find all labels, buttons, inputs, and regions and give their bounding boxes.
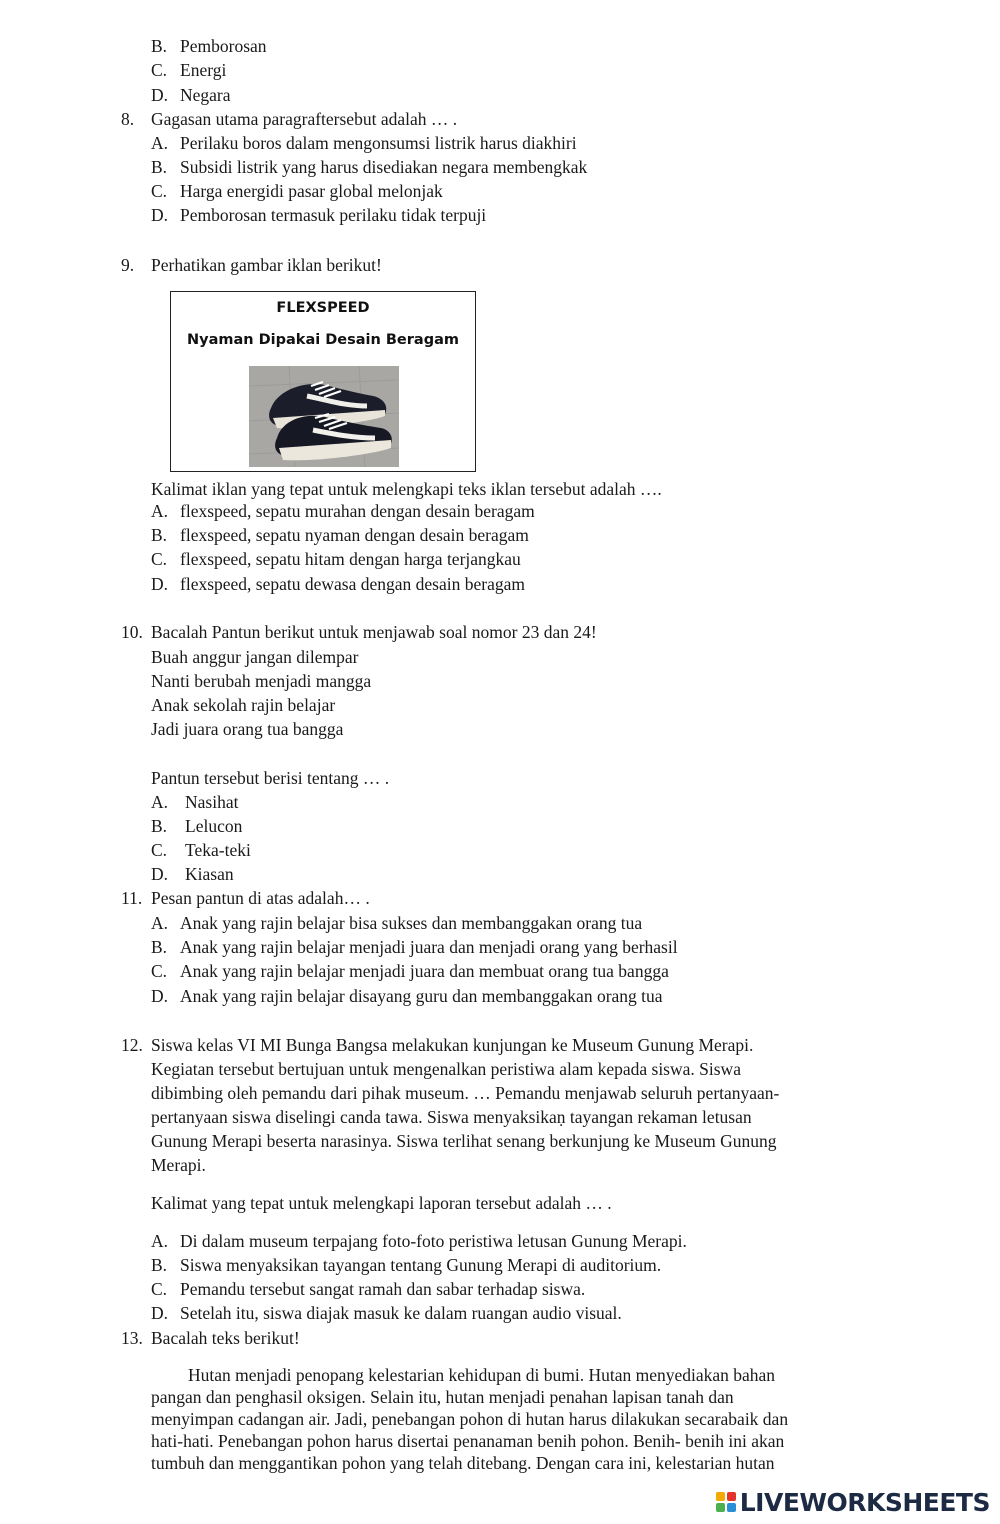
option-letter: A. [151,1231,169,1251]
option-letter: B. [151,1255,168,1275]
question-number: 10. [121,622,143,642]
pantun-line: Nanti berubah menjadi mangga [151,671,372,691]
q12-option-b [151,1253,661,1277]
option-text: Di dalam museum terpajang foto-foto peristiwa letusan Gunung Merapi. [180,1231,687,1251]
question-text: Bacalah teks berikut! [151,1328,300,1348]
q9-option-c [151,547,521,571]
option-letter: C. [151,60,168,80]
option-text: flexspeed, sepatu hitam dengan harga terjangkau [180,549,521,569]
option-letter: D. [151,574,169,594]
paragraph-line: Hutan menjadi penopang kelestarian kehidupan di bumi. Hutan menyediakan bahan [188,1365,776,1385]
q11-option-b [151,935,678,959]
question-text: Pesan pantun di atas adalah… . [151,888,370,908]
q12-option-d [151,1301,622,1325]
option-text: Anak yang rajin belajar menjadi juara dan menjadi orang yang berhasil [180,937,678,957]
q8-option-c [151,179,443,203]
question-number: 9. [121,255,135,275]
option-text: Harga energidi pasar global melonjak [180,181,443,201]
option-text: Perilaku boros dalam mengonsumsi listrik harus diakhiri [180,133,577,153]
question-text: Gagasan utama paragraftersebut adalah … . [151,109,458,129]
q9-prompt: Kalimat iklan yang tepat untuk melengkapi teks iklan tersebut adalah …. [151,479,662,499]
option-text: flexspeed, sepatu nyaman dengan desain beragam [180,525,529,545]
q10-option-c [151,838,251,862]
paragraph-line: Siswa kelas VI MI Bunga Bangsa melakukan kunjungan ke Museum Gunung Merapi. [151,1035,754,1055]
paragraph-line: hati-hati. Penebangan pohon harus disertai penanaman benih pohon. Benih- benih ini akan [151,1431,785,1451]
option-letter: B. [151,816,168,836]
q7-option-c [151,58,226,82]
pantun-line: Jadi juara orang tua bangga [151,719,344,739]
paragraph-line: Gunung Merapi beserta narasinya. Siswa terlihat senang berkunjung ke Museum Gunung [151,1131,777,1151]
q11-option-c [151,959,669,983]
option-letter: B. [151,36,168,56]
option-letter: B. [151,937,168,957]
shoe-photo [249,366,399,467]
option-letter: A. [151,133,169,153]
q7-option-b [151,34,267,58]
option-text: Subsidi listrik yang harus disediakan negara membengkak [180,157,588,177]
paragraph-line: Merapi. [151,1155,206,1175]
q12-option-a [151,1229,687,1253]
q7-option-d [151,83,231,107]
option-text: Pemborosan termasuk perilaku tidak terpuji [180,205,487,225]
q10-question [121,620,597,644]
question-number: 12. [121,1035,143,1055]
option-letter: C. [151,181,168,201]
option-letter: D. [151,986,169,1006]
option-text: Nasihat [185,792,239,812]
q8-option-b [151,155,587,179]
q9-option-a [151,499,535,523]
option-letter: C. [151,840,168,860]
option-text: flexspeed, sepatu dewasa dengan desain beragam [180,574,525,594]
q12-question [121,1033,753,1057]
option-letter: A. [151,792,169,812]
q10-option-d [151,862,234,886]
paragraph-line: tumbuh dan menggantikan pohon yang telah ditebang. Dengan cara ini, kelestarian hutan [151,1453,775,1473]
option-text: flexspeed, sepatu murahan dengan desain beragam [180,501,535,521]
option-text: Teka-teki [185,840,251,860]
option-letter: C. [151,961,168,981]
option-text: Pemandu tersebut sangat ramah dan sabar terhadap siswa. [180,1279,586,1299]
q13-question [121,1326,300,1350]
liveworksheets-icon [716,1492,736,1512]
option-letter: A. [151,913,169,933]
option-text: Pemborosan [180,36,267,56]
option-text: Anak yang rajin belajar bisa sukses dan membanggakan orang tua [180,913,643,933]
ad-title: FLEXSPEED [276,300,370,316]
advertisement-box [170,291,476,472]
q10-option-a [151,790,238,814]
option-text: Energi [180,60,227,80]
option-text: Kiasan [185,864,234,884]
q8-option-d [151,203,486,227]
pantun-line: Anak sekolah rajin belajar [151,695,336,715]
question-number: 13. [121,1328,143,1348]
option-letter: A. [151,501,169,521]
option-text: Lelucon [185,816,243,836]
paragraph-line: menyimpan cadangan air. Jadi, penebangan pohon di hutan harus dilakukan secarabaik dan [151,1409,789,1429]
option-letter: B. [151,525,168,545]
paragraph-line: dibimbing oleh pemandu dari pihak museum. … Pemandu menjawab seluruh pertanyaan- [151,1083,780,1103]
option-text: Setelah itu, siswa diajak masuk ke dalam ruangan audio visual. [180,1303,622,1323]
sneakers-image [249,366,399,467]
option-letter: D. [151,205,169,225]
option-text: Siswa menyaksikan tayangan tentang Gunung Merapi di auditorium. [180,1255,662,1275]
option-letter: C. [151,549,168,569]
paragraph-line: pertanyaan siswa diselingi canda tawa. Siswa menyaksikaṇ tayangan rekaman letusan [151,1107,752,1127]
pantun-line: Buah anggur jangan dilempar [151,647,359,667]
liveworksheets-logo [716,1488,990,1516]
q9-question [121,253,382,277]
option-text: Anak yang rajin belajar menjadi juara dan membuat orang tua bangga [180,961,669,981]
option-text: Anak yang rajin belajar disayang guru dan membanggakan orang tua [180,986,663,1006]
q12-prompt: Kalimat yang tepat untuk melengkapi laporan tersebut adalah … . [151,1193,612,1213]
q11-question [121,886,370,910]
question-text: Bacalah Pantun berikut untuk menjawab soal nomor 23 dan 24! [151,622,597,642]
option-letter: C. [151,1279,168,1299]
option-letter: B. [151,157,168,177]
q11-option-a [151,911,642,935]
paragraph-line: Kegiatan tersebut bertujuan untuk mengenalkan peristiwa alam kepada siswa. Siswa [151,1059,741,1079]
option-letter: D. [151,1303,169,1323]
q10-option-b [151,814,242,838]
q10-prompt: Pantun tersebut berisi tentang … . [151,768,390,788]
liveworksheets-wordmark: LIVEWORKSHEETS [739,1487,990,1517]
q9-option-d [151,572,525,596]
q9-option-b [151,523,529,547]
q12-option-c [151,1277,585,1301]
option-text: Negara [180,85,231,105]
option-letter: D. [151,864,169,884]
option-letter: D. [151,85,169,105]
question-number: 8. [121,109,135,129]
paragraph-line: pangan dan penghasil oksigen. Selain itu, hutan menjadi penahan lapisan tanah dan [151,1387,734,1407]
question-number: 11. [121,888,143,908]
question-text: Perhatikan gambar iklan berikut! [151,255,382,275]
q8-option-a [151,131,577,155]
ad-subtitle: Nyaman Dipakai Desain Beragam [187,332,459,348]
q11-option-d [151,984,663,1008]
q8-question [121,107,457,131]
